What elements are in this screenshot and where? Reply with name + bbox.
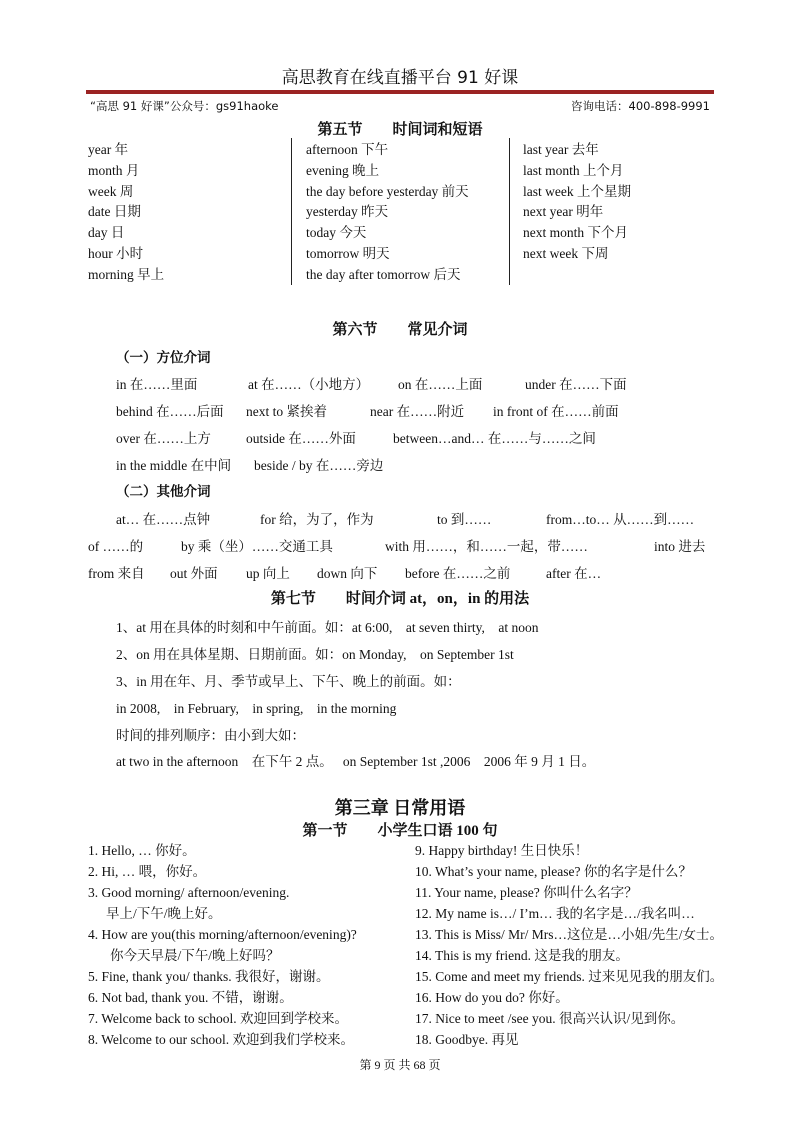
phrase-item: 2. Hi, … 喂，你好。 [88, 864, 207, 879]
prep-item: under 在……下面 [525, 377, 627, 392]
vocab-item: year 年 [88, 142, 129, 157]
chapter-title: 第三章 日常用语 [334, 798, 466, 818]
phrase-translation: 早上/下午/晚上好。 [106, 906, 222, 921]
prep-item: by 乘（坐）……交通工具 [181, 539, 333, 554]
prep-item: from 来自 [88, 566, 145, 581]
prep-item: in front of 在……前面 [493, 404, 619, 419]
phrase-item: 12. My name is…/ I’m… 我的名字是…/我名叫… [415, 906, 695, 921]
phrase-item: 14. This is my friend. 这是我的朋友。 [415, 948, 629, 963]
prep-item: beside / by 在……旁边 [254, 458, 384, 473]
vocab-item: hour 小时 [88, 245, 144, 261]
prep-item: outside 在……外面 [246, 431, 356, 446]
column-divider [509, 138, 510, 285]
chapter-section-title: 第一节 小学生口语 100 句 [302, 823, 498, 839]
vocab-item: evening 晚上 [306, 162, 380, 178]
prep-item: with 用……，和……一起，带…… [385, 539, 588, 554]
phrase-translation: 你今天早晨/下午/晚上好吗？ [110, 948, 280, 963]
vocab-item: tomorrow 明天 [306, 245, 390, 261]
usage-line: 时间的排列顺序：由小到大如： [116, 728, 305, 743]
phrase-item: 16. How do you do? 你好。 [415, 990, 569, 1005]
vocab-item: today 今天 [306, 225, 367, 241]
prep-item: over 在……上方 [116, 431, 211, 446]
phrase-item: 8. Welcome to our school. 欢迎到我们学校来。 [88, 1032, 355, 1047]
vocab-item: the day before yesterday 前天 [306, 183, 469, 199]
prep-item: of ……的 [88, 539, 144, 554]
prep-item: next to 紧挨着 [246, 404, 327, 419]
header-wechat: “高思 91 好课”公众号：gs91haoke [90, 99, 279, 113]
phrase-item: 7. Welcome back to school. 欢迎回到学校来。 [88, 1011, 348, 1026]
vocab-item: the day after tomorrow 后天 [306, 266, 461, 282]
prep-item: between…and… 在……与……之间 [393, 431, 596, 446]
usage-line: in 2008, in February, in spring, in the morning [116, 701, 397, 716]
prep-item: into 进去 [654, 539, 706, 554]
prep-item: from…to… 从……到…… [546, 512, 695, 527]
prep-item: for 给，为了，作为 [260, 512, 374, 527]
phrase-item: 4. How are you(this morning/afternoon/evening)? [88, 927, 357, 942]
phrase-item: 17. Nice to meet /see you. 很高兴认识/见到你。 [415, 1011, 685, 1026]
phrase-item: 9. Happy birthday! 生日快乐！ [415, 843, 589, 858]
vocab-column-1 [88, 140, 164, 286]
vocab-item: day 日 [88, 225, 125, 241]
vocab-item: last month 上个月 [523, 162, 624, 178]
prep-item: out 外面 [170, 566, 218, 581]
prep-item: down 向下 [317, 566, 378, 581]
prep-item: near 在……附近 [370, 404, 465, 419]
phrase-list-left [88, 840, 357, 1050]
usage-line: 2、on 用在具体星期、日期前面。如：on Monday, on September 1st [116, 647, 514, 662]
phrase-item: 5. Fine, thank you/ thanks. 我很好，谢谢。 [88, 969, 330, 984]
prep-item: up 向上 [246, 566, 290, 581]
page-header-title: 高思教育在线直播平台 91 好课 [281, 68, 519, 88]
prep-item: before 在……之前 [405, 566, 511, 581]
vocab-item: yesterday 昨天 [306, 204, 389, 220]
vocab-item: last year 去年 [523, 142, 599, 157]
prep-item: behind 在……后面 [116, 404, 224, 419]
usage-line: 1、at 用在具体的时刻和中午前面。如：at 6:00, at seven thirty, at noon [116, 620, 539, 635]
prep-item: after 在… [546, 566, 602, 581]
section5-title: 第五节 时间词和短语 [317, 122, 483, 138]
vocab-item: next week 下周 [523, 245, 609, 261]
vocab-item: last week 上个星期 [523, 183, 631, 199]
subsection-location-prepositions: （一）方位介词 [116, 350, 211, 365]
vocab-item: date 日期 [88, 204, 141, 220]
phrase-item: 15. Come and meet my friends. 过来见见我的朋友们。 [415, 969, 724, 984]
column-divider [291, 138, 292, 285]
phrase-list-right [415, 840, 723, 1050]
vocab-item: next month 下个月 [523, 225, 628, 241]
section7-title: 第七节 时间介词 at，on，in 的用法 [270, 591, 530, 607]
subsection-other-prepositions: （二）其他介词 [116, 484, 211, 499]
phrase-item: 10. What’s your name, please? 你的名字是什么？ [415, 864, 692, 879]
vocab-item: month 月 [88, 162, 140, 178]
vocab-item: afternoon 下午 [306, 142, 389, 157]
vocab-item: morning 早上 [88, 266, 165, 282]
header-phone: 咨询电话：400-898-9991 [571, 99, 710, 113]
prep-item: in 在……里面 [116, 377, 198, 392]
vocab-item: next year 明年 [523, 204, 604, 220]
header-rule [86, 90, 714, 94]
phrase-item: 1. Hello, … 你好。 [88, 843, 196, 858]
vocab-item: week 周 [88, 183, 134, 199]
phrase-item: 18. Goodbye. 再见 [415, 1032, 519, 1047]
usage-line: at two in the afternoon 在下午 2 点。 on September 1st ,2006 2006 年 9 月 1 日。 [116, 754, 596, 769]
prep-item: to 到…… [437, 512, 492, 527]
page-footer: 第 9 页 共 68 页 [359, 1058, 441, 1072]
vocab-column-3 [523, 140, 631, 265]
vocab-column-2 [306, 140, 469, 286]
phrase-item: 11. Your name, please? 你叫什么名字？ [415, 885, 638, 900]
prep-item: at… 在……点钟 [116, 512, 211, 527]
prep-item: in the middle 在中间 [116, 458, 232, 473]
phrase-item: 6. Not bad, thank you. 不错，谢谢。 [88, 990, 293, 1005]
usage-line: 3、in 用在年、月、季节或早上、下午、晚上的前面。如： [116, 674, 461, 689]
phrase-item: 3. Good morning/ afternoon/evening. [88, 885, 290, 900]
prep-item: on 在……上面 [398, 377, 483, 392]
section6-title: 第六节 常见介词 [332, 322, 468, 338]
prep-item: at 在……（小地方） [248, 377, 370, 392]
phrase-item: 13. This is Miss/ Mr/ Mrs…这位是…小姐/先生/女士。 [415, 927, 724, 942]
